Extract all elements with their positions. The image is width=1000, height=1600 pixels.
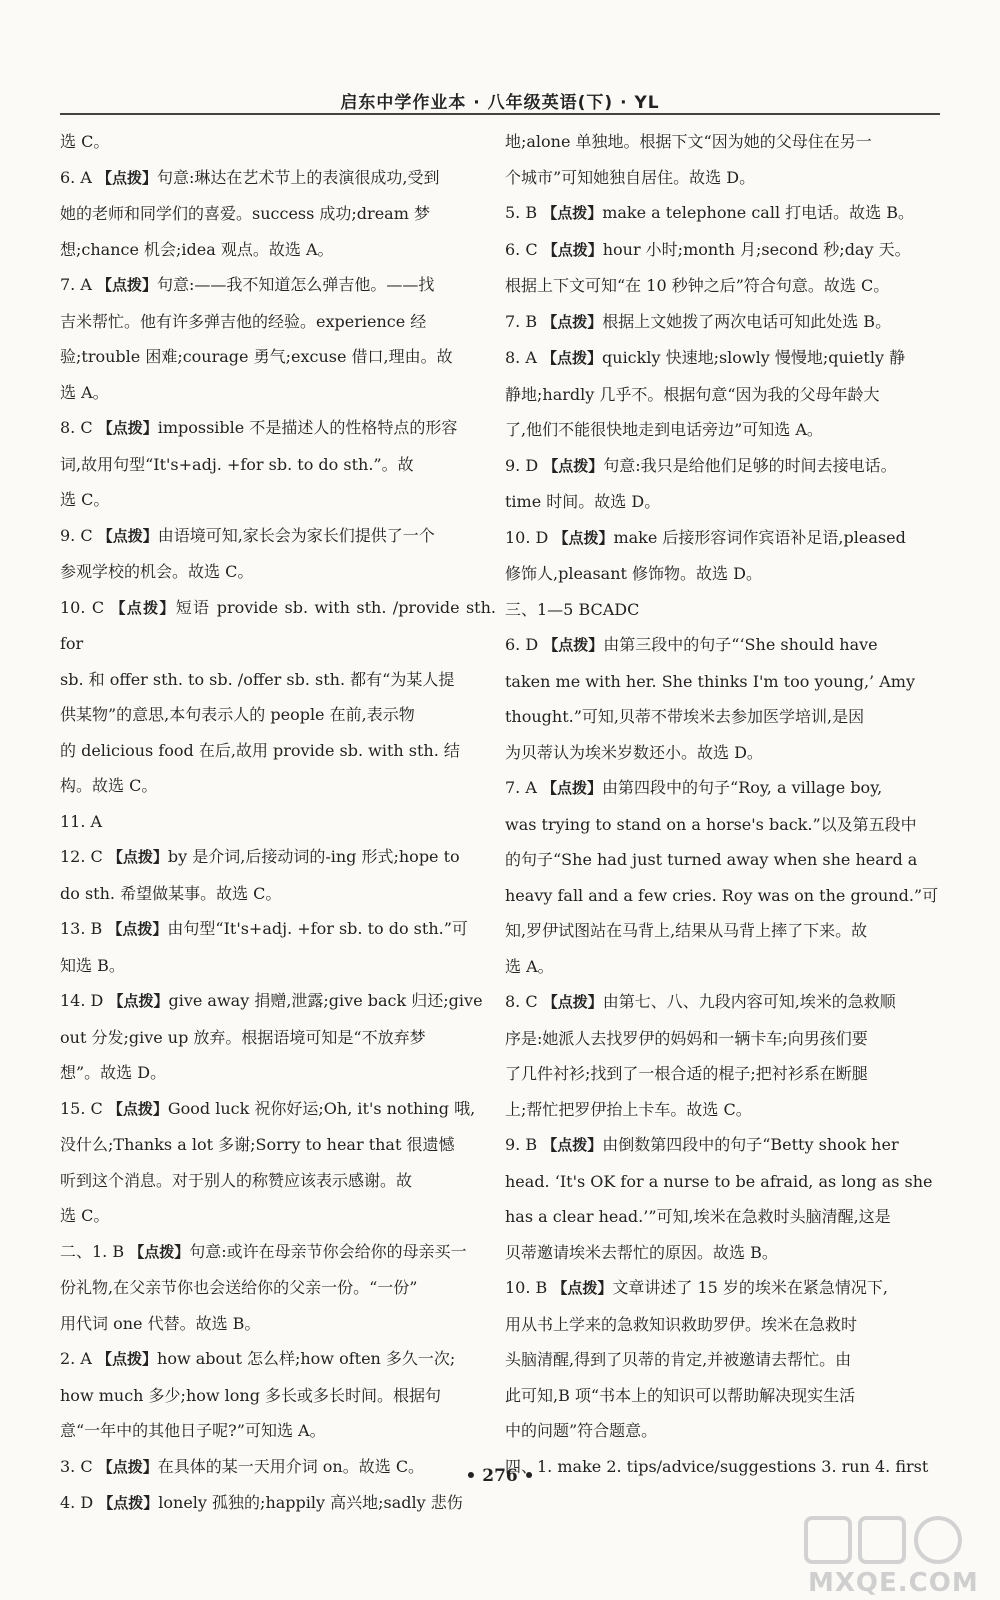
answer-line: 验;trouble 困难;courage 勇气;excuse 借口,理由。故	[60, 347, 453, 366]
answer-item	[505, 984, 943, 1127]
answer-line: 没什么;Thanks a lot 多谢;Sorry to hear that 很遗憾	[60, 1135, 455, 1154]
answer-line: 用代词 one 代替。故选 B。	[60, 1313, 261, 1333]
answer-line: 9. D 【点拨】句意:我只是给他们足够的时间去接电话。	[505, 455, 897, 475]
answer-line: 了,他们不能很快地走到电话旁边”可知选 A。	[505, 420, 823, 439]
answer-line: 听到这个消息。对于别人的称赞应该表示感谢。故	[60, 1170, 413, 1190]
answer-line: 构。故选 C。	[60, 776, 158, 795]
answer-line: 7. B 【点拨】根据上文她拨了两次电话可知此处选 B。	[505, 311, 892, 331]
answer-item	[60, 911, 496, 983]
answer-line: 修饰人,pleasant 修饰物。故选 D。	[505, 564, 762, 583]
answer-line: 6. A 【点拨】句意:琳达在艺术节上的表演很成功,受到	[60, 167, 440, 187]
answer-item	[505, 124, 943, 195]
answer-item	[60, 518, 496, 590]
answer-line: 7. A 【点拨】由第四段中的句子“Roy, a village boy,	[505, 778, 883, 797]
answer-item	[505, 448, 943, 520]
answer-item	[505, 627, 943, 770]
answer-line: 6. D 【点拨】由第三段中的句子“‘She should have	[505, 635, 878, 654]
answer-line: 上;帮忙把罗伊抬上卡车。故选 C。	[505, 1099, 752, 1119]
hint-tag: 【点拨】	[129, 1242, 190, 1261]
answer-line: 四、1. make 2. tips/advice/suggestions 3. run 4. first	[505, 1456, 929, 1476]
answer-item	[60, 983, 496, 1091]
hint-tag: 【点拨】	[97, 1350, 158, 1368]
answer-item	[505, 195, 943, 232]
hint-tag: 【点拨】	[542, 993, 603, 1011]
answer-line: out 分发;give up 放弃。根据语境可知是“不放弃梦	[60, 1027, 426, 1047]
answer-line: 选 A。	[60, 382, 109, 402]
hint-tag: 【点拨】	[107, 1099, 168, 1118]
answer-line: 2. A 【点拨】how about 怎么样;how often 多久一次;	[60, 1349, 456, 1368]
hint-tag: 【点拨】	[98, 1494, 159, 1512]
hint-tag: 【点拨】	[97, 276, 158, 294]
answer-item	[60, 410, 496, 518]
hint-tag: 【点拨】	[97, 1457, 158, 1476]
answer-line: 参观学校的机会。故选 C。	[60, 562, 254, 581]
answer-line: 静地;hardly 几乎不。根据句意“因为我的父母年龄大	[505, 384, 880, 404]
answer-line: 15. C 【点拨】Good luck 祝你好运;Oh, it's nothing 哦,	[60, 1098, 476, 1118]
answer-line: 4. D 【点拨】lonely 孤独的;happily 高兴地;sadly 悲伤	[60, 1493, 463, 1512]
answer-line: 6. C 【点拨】hour 小时;month 月;second 秒;day 天。	[505, 239, 911, 259]
answer-line: 了几件衬衫;找到了一根合适的棍子;把衬衫系在断腿	[505, 1064, 868, 1083]
answer-line: 吉米帮忙。他有许多弹吉他的经验。experience 经	[60, 311, 427, 331]
answer-line: 个城市”可知她独自居住。故选 D。	[505, 167, 756, 187]
answer-line: 8. A 【点拨】quickly 快速地;slowly 慢慢地;quietly 静	[505, 348, 906, 367]
answer-line: taken me with her. She thinks I'm too young,’ Amy	[505, 671, 915, 691]
answer-line: has a clear head.’”可知,埃米在急救时头脑清醒,这是	[505, 1207, 891, 1226]
answer-item	[505, 340, 943, 448]
watermark-text: MXQE.COM	[808, 1568, 979, 1598]
hint-tag: 【点拨】	[542, 312, 603, 331]
page-number: • 276 •	[465, 1466, 535, 1486]
answer-line: 5. B 【点拨】make a telephone call 打电话。故选 B。	[505, 203, 914, 222]
answer-item	[60, 839, 496, 911]
answer-item	[505, 520, 943, 592]
answer-line: head. ‘It's OK for a nurse to be afraid, as long as she	[505, 1171, 933, 1191]
answer-line: 想”。故选 D。	[60, 1063, 167, 1082]
answer-item	[60, 1485, 496, 1522]
answer-item	[60, 267, 496, 410]
answer-item	[60, 1091, 496, 1234]
answer-line: 中的问题”符合题意。	[505, 1421, 658, 1440]
hint-tag: 【点拨】	[110, 598, 176, 617]
answer-line: 知,罗伊试图站在马背上,结果从马背上摔了下来。故	[505, 921, 868, 940]
answer-line: 根据上下文可知“在 10 秒钟之后”符合句意。故选 C。	[505, 276, 890, 295]
answer-line: do sth. 希望做某事。故选 C。	[60, 883, 282, 903]
answer-item	[505, 304, 943, 341]
hint-tag: 【点拨】	[552, 1279, 613, 1297]
answer-line: 10. D 【点拨】make 后接形容词作宾语补足语,pleased	[505, 527, 906, 547]
answer-line: 9. B 【点拨】由倒数第四段中的句子“Betty shook her	[505, 1135, 899, 1154]
answer-item	[60, 124, 496, 160]
answer-line: 选 C。	[60, 132, 110, 151]
hint-tag: 【点拨】	[97, 419, 158, 437]
right-column	[505, 124, 943, 1484]
answer-line: 9. C 【点拨】由语境可知,家长会为家长们提供了一个	[60, 525, 435, 545]
answer-item	[60, 1234, 496, 1342]
answer-line: 12. C 【点拨】by 是介词,后接动词的-ing 形式;hope to	[60, 847, 460, 866]
answer-item	[505, 770, 943, 984]
answer-line: thought.”可知,贝蒂不带埃米去参加医学培训,是因	[505, 707, 865, 726]
hint-tag: 【点拨】	[542, 349, 603, 367]
answer-line: 7. A 【点拨】句意:——我不知道怎么弹吉他。——找	[60, 275, 435, 294]
answer-line: 知选 B。	[60, 955, 125, 975]
answer-line: 用从书上学来的急救知识救助罗伊。埃米在急救时	[505, 1314, 858, 1334]
answer-line: 此可知,B 项“书本上的知识可以帮助解决现实生活	[505, 1385, 856, 1405]
answer-line: 序是:她派人去找罗伊的妈妈和一辆卡车;向男孩们要	[505, 1028, 868, 1048]
hint-tag: 【点拨】	[97, 168, 158, 187]
answer-line: 的 delicious food 在后,故用 provide sb. with sth. 结	[60, 740, 460, 760]
answer-line: 选 C。	[60, 1206, 110, 1225]
answer-item	[60, 590, 496, 804]
hint-tag: 【点拨】	[97, 526, 158, 545]
answer-item	[505, 1270, 943, 1449]
answer-item	[60, 804, 496, 840]
answer-line: 意“一年中的其他日子呢?”可知选 A。	[60, 1421, 326, 1440]
hint-tag: 【点拨】	[542, 1136, 603, 1154]
answer-line: 13. B 【点拨】由句型“It's+adj. +for sb. to do sth.”可	[60, 919, 468, 938]
answer-line: 词,故用句型“It's+adj. +for sb. to do sth.”。故	[60, 454, 414, 474]
answer-line: sb. 和 offer sth. to sb. /offer sb. sth. 都有“为某人提	[60, 669, 455, 689]
answer-item	[505, 592, 943, 628]
answer-item	[505, 1127, 943, 1270]
hint-tag: 【点拨】	[553, 528, 614, 547]
answer-item	[60, 160, 496, 268]
answer-line: 三、1—5 BCADC	[505, 599, 640, 619]
answer-line: 头脑清醒,得到了贝蒂的肯定,并被邀请去帮忙。由	[505, 1350, 852, 1369]
answer-line: 的句子“She had just turned away when she heard a	[505, 850, 918, 869]
answer-line: 她的老师和同学们的喜爱。success 成功;dream 梦	[60, 204, 430, 223]
hint-tag: 【点拨】	[108, 992, 169, 1010]
answer-line: 10. C 【点拨】短语 provide sb. with sth. /provide sth. for	[60, 597, 497, 653]
answer-line: 地;alone 单独地。根据下文“因为她的父母住在另一	[505, 132, 872, 151]
watermark-logo	[798, 1510, 979, 1598]
answer-item	[60, 1341, 496, 1449]
answer-line: 二、1. B 【点拨】句意:或许在母亲节你会给你的母亲买一	[60, 1241, 467, 1261]
answer-line: 8. C 【点拨】impossible 不是描述人的性格特点的形容	[60, 418, 458, 437]
answer-line: 想;chance 机会;idea 观点。故选 A。	[60, 239, 334, 259]
answer-item	[505, 232, 943, 304]
answer-line: 份礼物,在父亲节你也会送给你的父亲一份。“一份”	[60, 1278, 418, 1297]
answer-line: time 时间。故选 D。	[505, 492, 661, 511]
answer-line: was trying to stand on a horse's back.”以及第五段中	[505, 814, 917, 834]
answer-line: heavy fall and a few cries. Roy was on the ground.”可	[505, 885, 939, 905]
hint-tag: 【点拨】	[542, 240, 603, 259]
hint-tag: 【点拨】	[542, 204, 603, 222]
answer-line: how much 多少;how long 多长或多长时间。根据句	[60, 1385, 442, 1405]
answer-line: 供某物”的意思,本句表示人的 people 在前,表示物	[60, 705, 415, 724]
answer-line: 11. A	[60, 811, 103, 831]
hint-tag: 【点拨】	[107, 848, 168, 866]
answer-line: 8. C 【点拨】由第七、八、九段内容可知,埃米的急救顺	[505, 992, 896, 1011]
answer-line: 贝蒂邀请埃米去帮忙的原因。故选 B。	[505, 1242, 778, 1262]
hint-tag: 【点拨】	[107, 920, 168, 938]
hint-tag: 【点拨】	[543, 636, 604, 654]
answer-line: 选 C。	[60, 490, 110, 509]
answer-line: 10. B 【点拨】文章讲述了 15 岁的埃米在紧急情况下,	[505, 1278, 889, 1297]
page-header: 启东中学作业本 · 八年级英语(下) · YL	[340, 93, 660, 113]
answer-line: 3. C 【点拨】在具体的某一天用介词 on。故选 C。	[60, 1456, 425, 1476]
watermark-icon	[798, 1510, 978, 1570]
answer-line: 选 A。	[505, 956, 554, 976]
hint-tag: 【点拨】	[542, 779, 603, 797]
hint-tag: 【点拨】	[543, 456, 604, 475]
answer-line: 14. D 【点拨】give away 捐赠,泄露;give back 归还;give	[60, 991, 483, 1010]
left-column	[60, 124, 496, 1522]
header-rule	[60, 113, 940, 115]
answer-line: 为贝蒂认为埃米岁数还小。故选 D。	[505, 742, 763, 762]
